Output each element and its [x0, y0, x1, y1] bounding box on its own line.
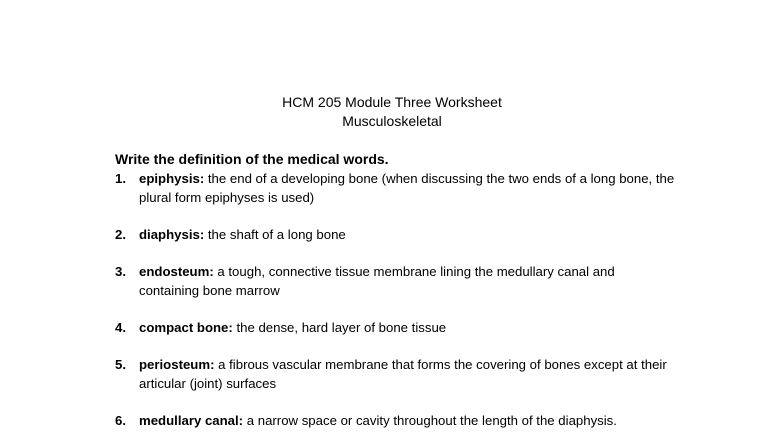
list-item: [115, 318, 675, 337]
item-term: diaphysis:: [139, 227, 205, 242]
document-title: HCM 205 Module Three Worksheet: [282, 94, 502, 110]
list-item: [115, 355, 675, 393]
list-item: [115, 411, 675, 430]
list-item: [115, 169, 675, 207]
item-number: 1.: [115, 171, 126, 186]
list-item: [115, 262, 675, 300]
list-item: [115, 225, 675, 244]
item-number: 4.: [115, 320, 126, 335]
item-term: periosteum:: [139, 357, 215, 372]
item-number: 6.: [115, 413, 126, 428]
definition-list: [115, 169, 675, 448]
instructions-text: Write the definition of the medical words.: [115, 151, 389, 167]
document-subtitle: Musculoskeletal: [342, 113, 442, 129]
item-definition: the end of a developing bone (when discussing the two ends of a long bone, the plural form epiphyses is used): [139, 171, 675, 205]
item-definition: a narrow space or cavity throughout the length of the diaphysis.: [243, 413, 617, 428]
item-term: epiphysis:: [139, 171, 205, 186]
item-term: medullary canal:: [139, 413, 244, 428]
item-definition: the dense, hard layer of bone tissue: [232, 320, 447, 335]
item-term: endosteum:: [139, 264, 214, 279]
item-number: 3.: [115, 264, 126, 279]
item-definition: a tough, connective tissue membrane lining the medullary canal and containing bone marrow: [139, 264, 615, 298]
item-number: 2.: [115, 227, 126, 242]
item-number: 5.: [115, 357, 126, 372]
item-term: compact bone:: [139, 320, 233, 335]
item-definition: a fibrous vascular membrane that forms the covering of bones except at their articular (joint) surfaces: [139, 357, 667, 391]
item-definition: the shaft of a long bone: [204, 227, 346, 242]
